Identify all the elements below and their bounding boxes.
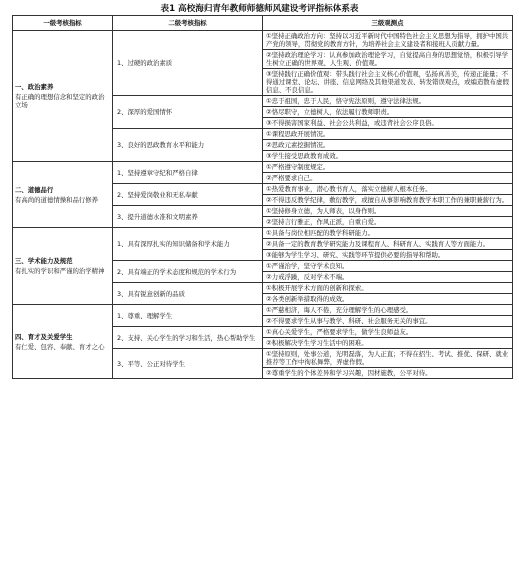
- secondary-indicator: 2、坚持爱岗敬业和无私奉献: [113, 184, 263, 206]
- observation-point: ①真心关爱学生，严格要求学生，做学生良师益友。: [263, 327, 513, 338]
- observation-point: ②不得要求学生从事与教学、科研、社会服务无关的事宜。: [263, 316, 513, 327]
- observation-point: ①积极开展学术方面的创新和探索。: [263, 283, 513, 294]
- observation-point: ②积极解决学生学习生活中的困难。: [263, 338, 513, 349]
- observation-point: ②各类创新举措取得的成效。: [263, 294, 513, 305]
- primary-indicator-desc: 有正确的理想信念和坚定的政治立场: [15, 93, 105, 109]
- secondary-indicator: 1、坚持遵章守纪和严格自律: [113, 162, 263, 184]
- primary-indicator: [13, 162, 113, 228]
- primary-indicator-desc: 有扎实的学识和严谨的治学精神: [15, 267, 105, 275]
- primary-indicator-desc: 有高尚的道德情操和品行修养: [15, 195, 99, 204]
- secondary-indicator: 3、提升道德水准和文明素养: [113, 206, 263, 228]
- header-level1: 一级考核指标: [13, 16, 113, 31]
- secondary-indicator: 3、良好的思政教育水平和能力: [113, 129, 263, 162]
- secondary-indicator: 1、具有深厚扎实的知识储备和学术能力: [113, 228, 263, 261]
- header-level2: 二级考核指标: [113, 16, 263, 31]
- table-caption: 表1 高校海归青年教师师德师风建设考评指标体系表: [160, 4, 359, 14]
- observation-point: ②恪尽职守，立德树人，依法履行教师职责。: [263, 107, 513, 118]
- observation-point: ②具备一定的教育教学研究能力及课程育人、科研育人、实践育人等方面能力。: [263, 239, 513, 250]
- primary-indicator: [13, 305, 113, 379]
- observation-point: ③坚持践行正确价值观：带头践行社会主义核心价值观，弘扬真善美，传递正能量；不得通过课堂、论坛、讲座、信息网络及其他渠道发表、转发错误观点，或编造散布虚假信息、不良信息。: [263, 69, 513, 96]
- observation-point: ②严格要求自己。: [263, 173, 513, 184]
- observation-point: ②不得违反教学纪律，敷衍教学，或擅自从事影响教育教学本职工作的兼职兼薪行为。: [263, 195, 513, 206]
- observation-point: ①忠于祖国，忠于人民，恪守宪法原则，遵守法律法规。: [263, 96, 513, 107]
- observation-point: ①具备与岗位相匹配的教学科研能力。: [263, 228, 513, 239]
- primary-indicator-title: 四、育才及关爱学生: [15, 332, 73, 341]
- header-row: [13, 16, 513, 31]
- observation-point: ②坚持政治理论学习：认真参加政治理论学习，自觉提高自身的思想觉悟，积极引导学生树立正确的世界观、人生观、价值观。: [263, 50, 513, 69]
- header-level3: 三级观测点: [263, 16, 513, 31]
- observation-point: ②坚持言行雅正，作风正派，自重自爱。: [263, 217, 513, 228]
- primary-indicator-title: 一、政治素养: [15, 83, 54, 91]
- observation-point: ①严谨治学，坚守学术良知。: [263, 261, 513, 272]
- observation-point: ③能够为学生学习、研究、实践等环节提供必要的指导和帮助。: [263, 250, 513, 261]
- observation-point: ①坚持修身立德，为人师表，以身作则。: [263, 206, 513, 217]
- primary-indicator-desc: 有仁爱、包容、奉献、育才之心: [15, 342, 105, 351]
- table-row: [13, 228, 513, 239]
- secondary-indicator: 1、尊重、理解学生: [113, 305, 263, 327]
- evaluation-table: [12, 15, 513, 379]
- observation-point: ①热爱教育事业，潜心教书育人，落实立德树人根本任务。: [263, 184, 513, 195]
- observation-point: ①坚持原则，处事公道，光明磊落，为人正直；不得在招生、考试、推优、保研、就业推荐等工作中徇私舞弊，弄虚作假。: [263, 349, 513, 368]
- primary-indicator: [13, 228, 113, 305]
- observation-point: ②思政元素挖掘情况。: [263, 140, 513, 151]
- table-row: [13, 162, 513, 173]
- secondary-indicator: 3、平等、公正对待学生: [113, 349, 263, 379]
- observation-point: ③学生接受思政教育成效。: [263, 151, 513, 162]
- secondary-indicator: 2、支持、关心学生的学习和生活，热心帮助学生: [113, 327, 263, 349]
- secondary-indicator: 1、过硬的政治素质: [113, 31, 263, 96]
- observation-point: ①严格遵守制度规定。: [263, 162, 513, 173]
- observation-point: ③不得损害国家利益、社会公共利益，或违背社会公序良俗。: [263, 118, 513, 129]
- primary-indicator: [13, 31, 113, 162]
- observation-point: ②力戒浮躁，反对学术不端。: [263, 272, 513, 283]
- secondary-indicator: 2、深厚的爱国情怀: [113, 96, 263, 129]
- primary-indicator-title: 二、道德品行: [15, 185, 54, 194]
- secondary-indicator: 3、具有锐意创新的品质: [113, 283, 263, 305]
- table-row: [13, 31, 513, 50]
- observation-point: ①坚持正确政治方向：坚持以习近平新时代中国特色社会主义思想为指导，拥护中国共产党的领导，贯彻党的教育方针，为培养社会主义建设者和接班人贡献力量。: [263, 31, 513, 50]
- observation-point: ①严慈相济，诲人不倦，充分理解学生的心理感受。: [263, 305, 513, 316]
- table-body: [13, 31, 513, 379]
- observation-point: ①课程思政开展情况。: [263, 129, 513, 140]
- secondary-indicator: 2、具有端正的学术态度和规范的学术行为: [113, 261, 263, 283]
- primary-indicator-title: 三、学术能力及规范: [15, 257, 73, 265]
- observation-point: ②尊重学生的个体差异和学习兴趣，因材施教，公平对待。: [263, 368, 513, 379]
- table-row: [13, 305, 513, 316]
